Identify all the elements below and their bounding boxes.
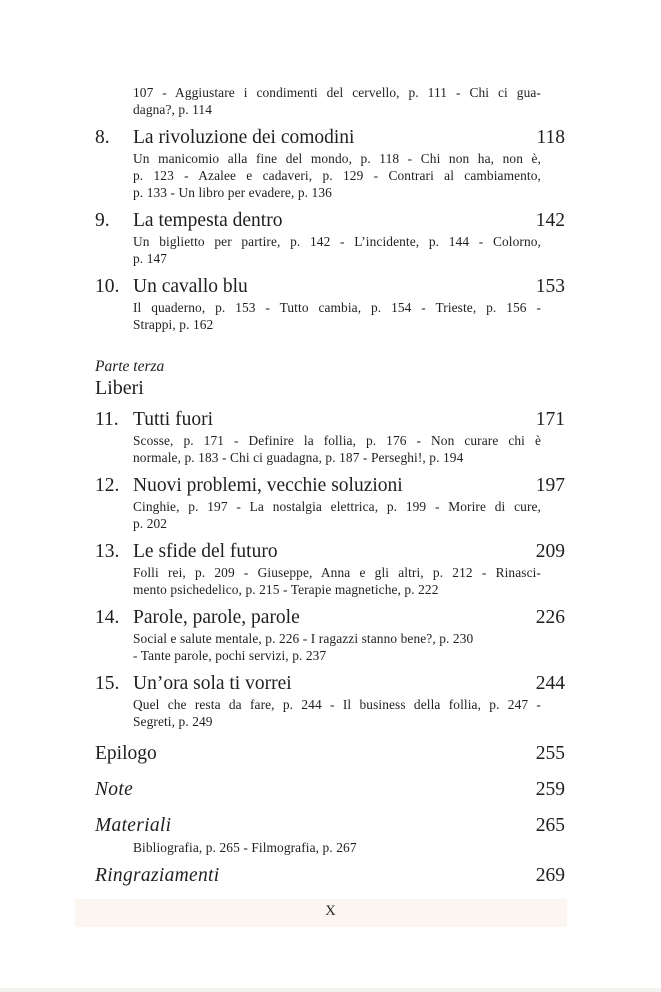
chapter-page-number: 197 bbox=[535, 475, 565, 496]
chapter-page-number: 153 bbox=[535, 276, 565, 297]
backmatter-page-number: 265 bbox=[535, 815, 565, 836]
toc-chapter-9 bbox=[95, 209, 565, 267]
toc-backmatter-epilogo bbox=[95, 742, 565, 766]
toc-chapter-12 bbox=[95, 474, 565, 532]
part-title: Liberi bbox=[95, 377, 144, 399]
toc-subentries-continuation bbox=[95, 84, 565, 118]
chapter-title: Parole, parole, parole bbox=[133, 607, 300, 628]
toc-subentry-line: Il quaderno, p. 153 - Tutto cambia, p. 154 - Trieste, p. 156 - bbox=[133, 300, 541, 315]
toc-subentries bbox=[95, 564, 565, 598]
backmatter-title: Epilogo bbox=[95, 743, 157, 764]
chapter-number: 12. bbox=[95, 475, 120, 496]
toc-backmatter-row bbox=[95, 742, 565, 766]
toc-subentries bbox=[95, 150, 565, 201]
part-heading bbox=[95, 357, 565, 400]
page-bottom-edge bbox=[0, 988, 661, 992]
toc-chapter-row bbox=[95, 126, 565, 150]
toc-subentries bbox=[95, 233, 565, 267]
toc-subentry-line: Folli rei, p. 209 - Giuseppe, Anna e gli altri, p. 212 - Rinasci- bbox=[133, 565, 541, 580]
toc-chapter-row bbox=[95, 209, 565, 233]
toc-subentry-line: Quel che resta da fare, p. 244 - Il business della follia, p. 247 - bbox=[133, 697, 541, 712]
toc-subentry-line: Segreti, p. 249 bbox=[133, 714, 213, 729]
toc-backmatter-row bbox=[95, 814, 565, 838]
toc-subentries bbox=[95, 432, 565, 466]
toc-chapter-15 bbox=[95, 672, 565, 730]
chapter-number: 11. bbox=[95, 409, 119, 430]
toc-subentry-line: Scosse, p. 171 - Definire la follia, p. 176 - Non curare chi è bbox=[133, 433, 541, 448]
toc-subentry-line: p. 147 bbox=[133, 251, 168, 266]
toc-subentries bbox=[95, 696, 565, 730]
chapter-title: Tutti fuori bbox=[133, 409, 214, 430]
toc-content bbox=[95, 0, 565, 888]
part-label: Parte terza bbox=[95, 358, 165, 375]
chapter-title: Un’ora sola ti vorrei bbox=[133, 673, 292, 694]
toc-subentries bbox=[95, 630, 565, 664]
toc-subentry-line: Strappi, p. 162 bbox=[133, 317, 214, 332]
toc-subentry-line: Social e salute mentale, p. 226 - I ragazzi stanno bene?, p. 230 bbox=[133, 631, 474, 646]
toc-chapter-row bbox=[95, 540, 565, 564]
chapter-page-number: 118 bbox=[536, 127, 565, 148]
toc-subentry-line: Bibliografia, p. 265 - Filmografia, p. 267 bbox=[133, 840, 357, 855]
chapter-page-number: 209 bbox=[535, 541, 565, 562]
toc-chapter-row bbox=[95, 408, 565, 432]
chapter-title: La rivoluzione dei comodini bbox=[133, 127, 355, 148]
toc-subentry-line: p. 133 - Un libro per evadere, p. 136 bbox=[133, 185, 332, 200]
toc-subentry-line: Un biglietto per partire, p. 142 - L’incidente, p. 144 - Colorno, bbox=[133, 234, 541, 249]
toc-subentries bbox=[95, 839, 565, 856]
toc-backmatter-note bbox=[95, 778, 565, 802]
toc-subentry-line: mento psichedelico, p. 215 - Terapie magnetiche, p. 222 bbox=[133, 582, 439, 597]
toc-subentry-line: normale, p. 183 - Chi ci guadagna, p. 187 - Perseghi!, p. 194 bbox=[133, 450, 464, 465]
chapter-number: 9. bbox=[95, 210, 110, 231]
toc-backmatter-row bbox=[95, 778, 565, 802]
chapter-page-number: 171 bbox=[535, 409, 565, 430]
backmatter-title: Materiali bbox=[95, 815, 172, 836]
toc-subentry-line: p. 202 bbox=[133, 516, 168, 531]
toc-subentry-line: p. 123 - Azalee e cadaveri, p. 129 - Contrari al cambiamento, bbox=[133, 168, 541, 183]
backmatter-page-number: 259 bbox=[535, 779, 565, 800]
toc-subentry-line: Un manicomio alla fine del mondo, p. 118 - Chi non ha, non è, bbox=[133, 151, 541, 166]
backmatter-page-number: 269 bbox=[535, 865, 565, 886]
toc-chapter-11 bbox=[95, 408, 565, 466]
chapter-page-number: 142 bbox=[535, 210, 565, 231]
toc-subentry-line: Cinghie, p. 197 - La nostalgia elettrica, p. 199 - Morire di cure, bbox=[133, 499, 541, 514]
toc-chapter-8 bbox=[95, 126, 565, 201]
toc-chapter-13 bbox=[95, 540, 565, 598]
chapter-title: Le sfide del futuro bbox=[133, 541, 278, 562]
chapter-title: La tempesta dentro bbox=[133, 210, 283, 231]
chapter-number: 13. bbox=[95, 541, 120, 562]
toc-subentry-line: - Tante parole, pochi servizi, p. 237 bbox=[133, 648, 327, 663]
toc-subentry-line: dagna?, p. 114 bbox=[133, 102, 212, 117]
chapter-page-number: 226 bbox=[535, 607, 565, 628]
chapter-title: Nuovi problemi, vecchie soluzioni bbox=[133, 475, 403, 496]
toc-chapter-row bbox=[95, 606, 565, 630]
page-folio: X bbox=[325, 903, 336, 919]
chapter-title: Un cavallo blu bbox=[133, 276, 248, 297]
chapter-page-number: 244 bbox=[535, 673, 565, 694]
toc-backmatter-row bbox=[95, 864, 565, 888]
toc-chapter-10 bbox=[95, 275, 565, 333]
toc-chapter-row bbox=[95, 474, 565, 498]
toc-subentry-line: 107 - Aggiustare i condimenti del cervello, p. 111 - Chi ci gua- bbox=[133, 85, 541, 100]
chapter-number: 10. bbox=[95, 276, 120, 297]
toc-backmatter-materiali bbox=[95, 814, 565, 856]
backmatter-title: Ringraziamenti bbox=[95, 865, 220, 886]
toc-subentries bbox=[95, 498, 565, 532]
chapter-number: 15. bbox=[95, 673, 120, 694]
chapter-number: 14. bbox=[95, 607, 120, 628]
toc-chapter-row bbox=[95, 275, 565, 299]
backmatter-title: Note bbox=[95, 779, 134, 800]
toc-backmatter-ringraziamenti bbox=[95, 864, 565, 888]
toc-subentries bbox=[95, 299, 565, 333]
toc-chapter-14 bbox=[95, 606, 565, 664]
backmatter-page-number: 255 bbox=[535, 743, 565, 764]
chapter-number: 8. bbox=[95, 127, 110, 148]
toc-chapter-row bbox=[95, 672, 565, 696]
